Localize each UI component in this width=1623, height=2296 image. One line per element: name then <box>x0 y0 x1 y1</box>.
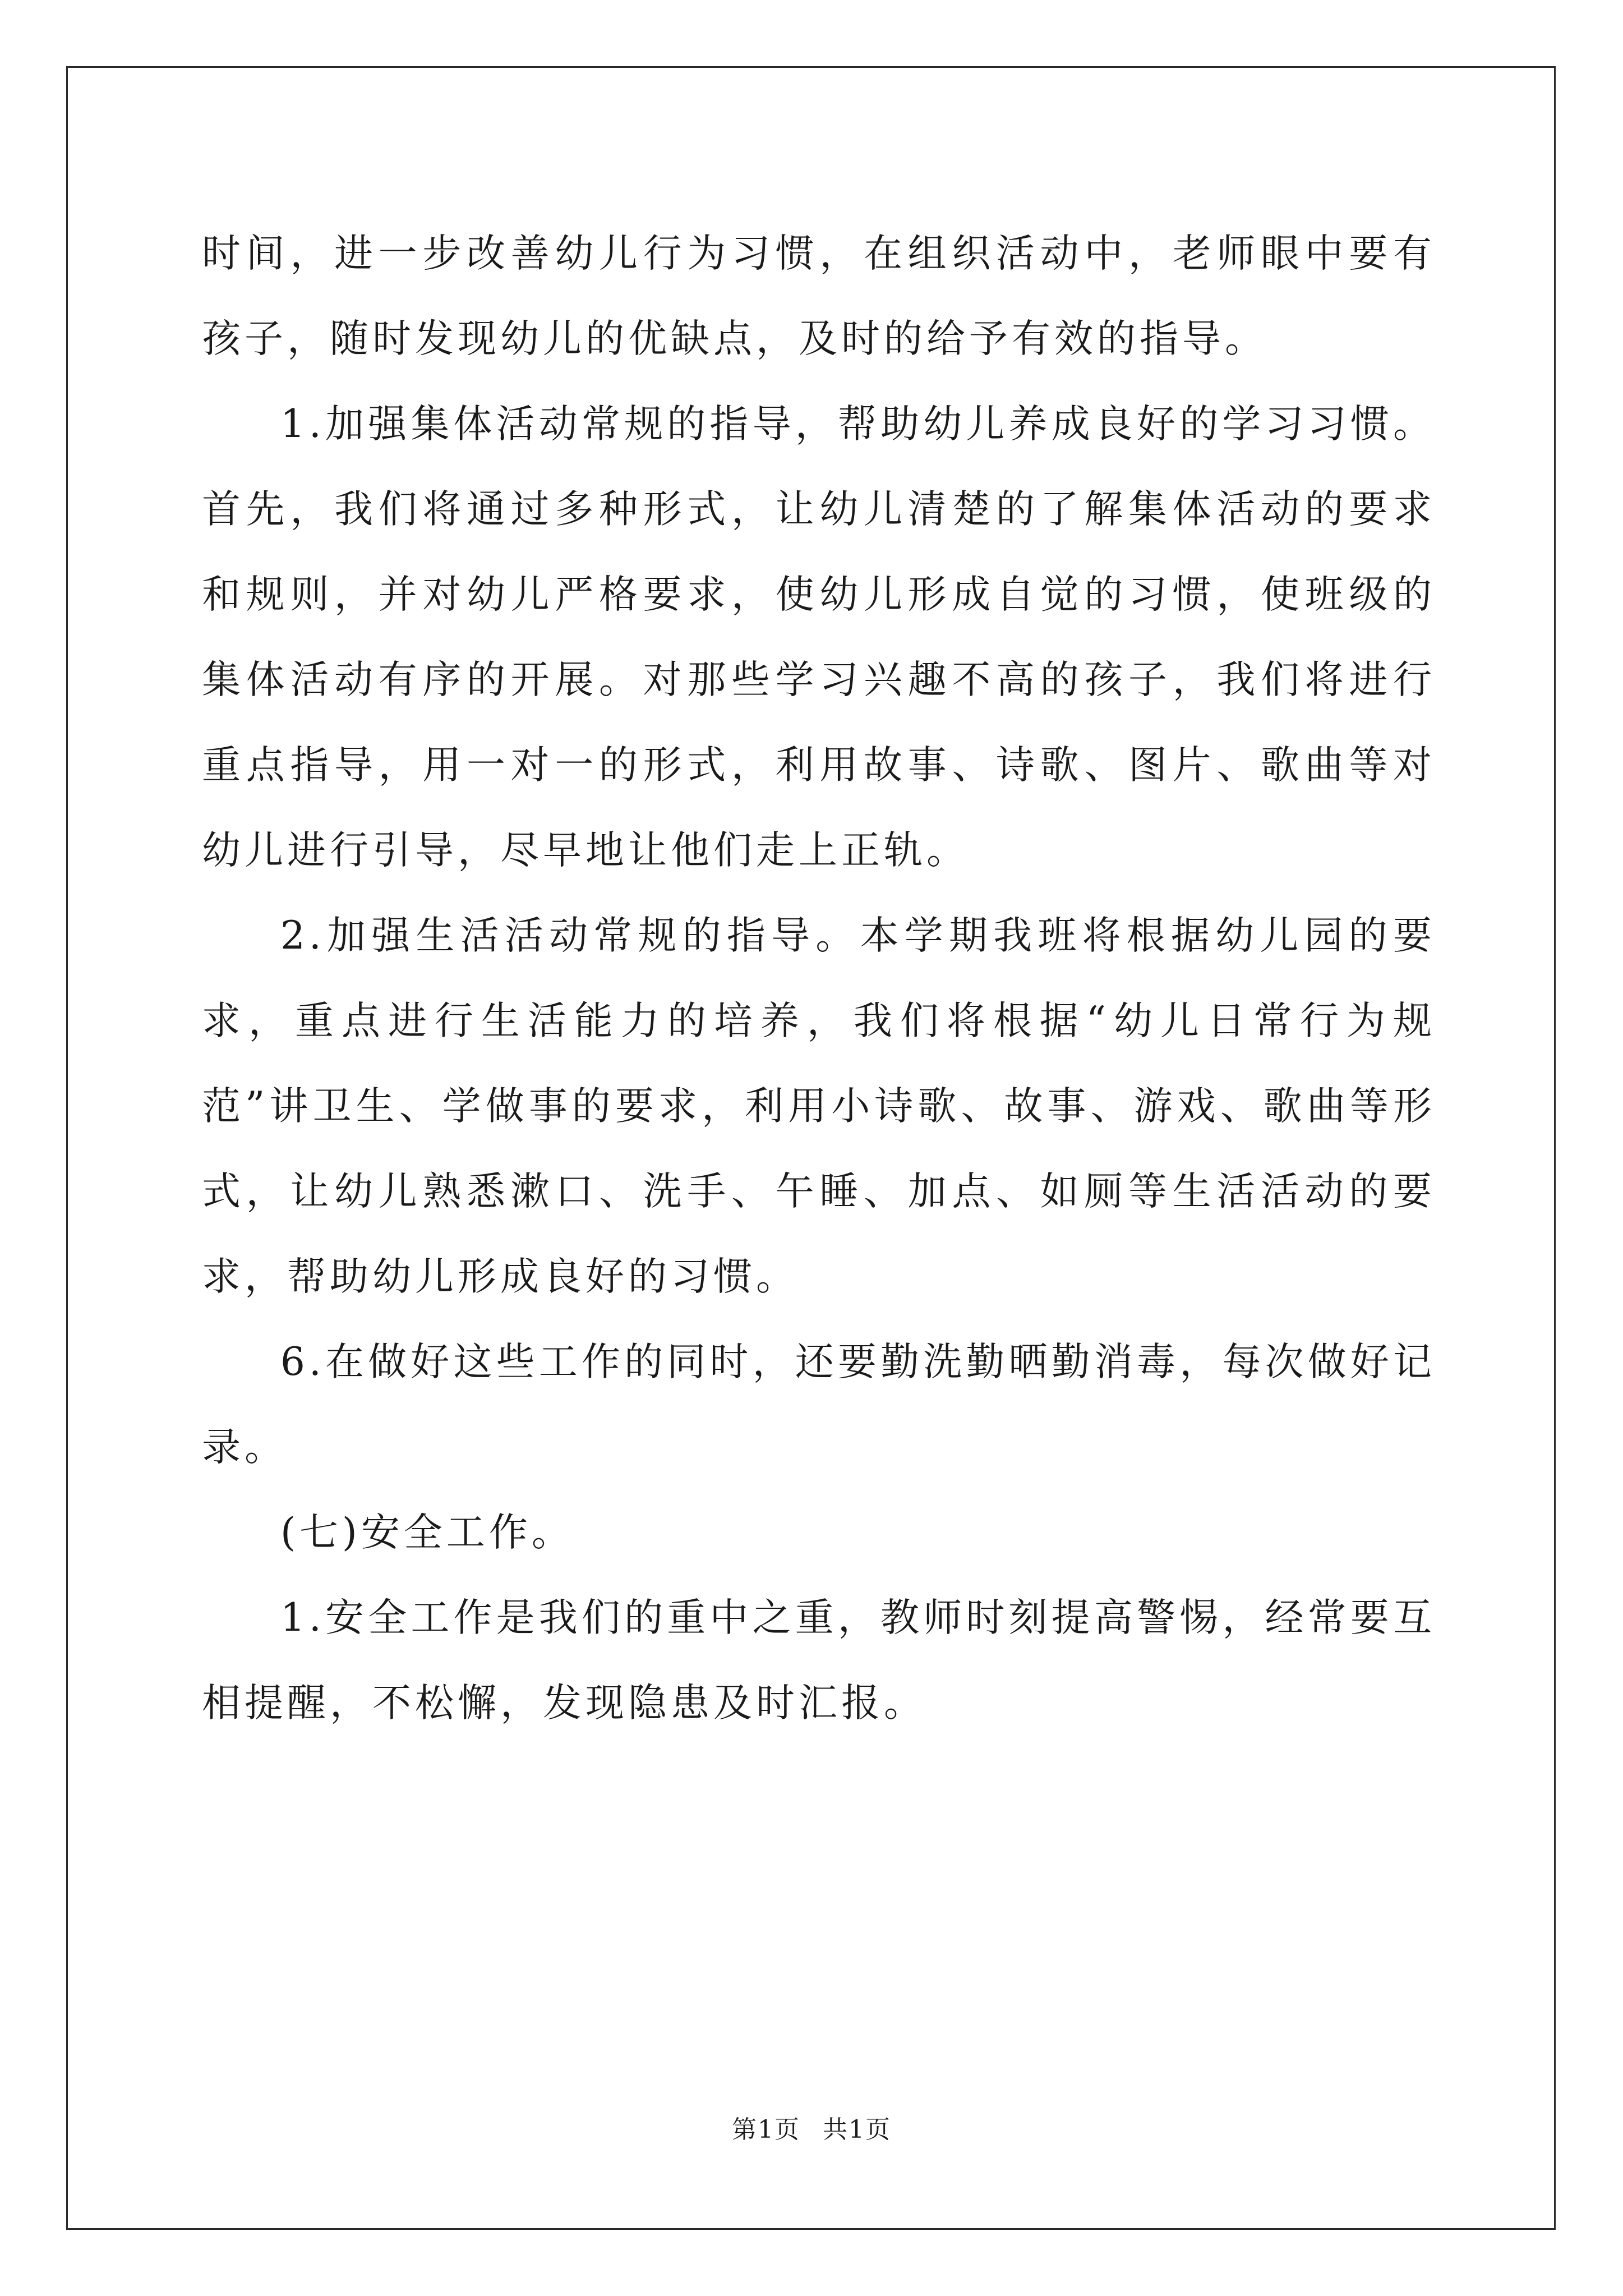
paragraph-2: 1.加强集体活动常规的指导，帮助幼儿养成良好的学习习惯。首先，我们将通过多种形式，让幼儿清楚的了解集体活动的要求和规则，并对幼儿严格要求，使幼儿形成自觉的习惯，使班级的集体活动有序的开展。对那些学习兴趣不高的孩子，我们将进行重点指导，用一对一的形式，利用故事、诗歌、图片、歌曲等对幼儿进行引导，尽早地让他们走上正轨。 <box>202 402 1436 873</box>
section-heading-safety: (七)安全工作。 <box>280 1510 574 1555</box>
page-number: 第1页 <box>732 2115 800 2144</box>
paragraph-4: 6.在做好这些工作的同时，还要勤洗勤晒勤消毒，每次做好记录。 <box>202 1340 1436 1470</box>
paragraph-5: 1.安全工作是我们的重中之重，教师时刻提高警惕，经常要互相提醒，不松懈，发现隐患及时汇报。 <box>202 1595 1436 1726</box>
page-footer <box>0 2109 1623 2145</box>
document-body <box>202 211 1436 1746</box>
paragraph-1: 时间，进一步改善幼儿行为习惯，在组织活动中，老师眼中要有孩子，随时发现幼儿的优缺点，及时的给予有效的指导。 <box>202 231 1436 361</box>
paragraph-3: 2.加强生活活动常规的指导。本学期我班将根据幼儿园的要求，重点进行生活能力的培养，我们将根据“幼儿日常行为规范”讲卫生、学做事的要求，利用小诗歌、故事、游戏、歌曲等形式，让幼儿熟悉漱口、洗手、午睡、加点、如厕等生活活动的要求，帮助幼儿形成良好的习惯。 <box>202 913 1436 1299</box>
total-pages: 共1页 <box>823 2115 891 2144</box>
